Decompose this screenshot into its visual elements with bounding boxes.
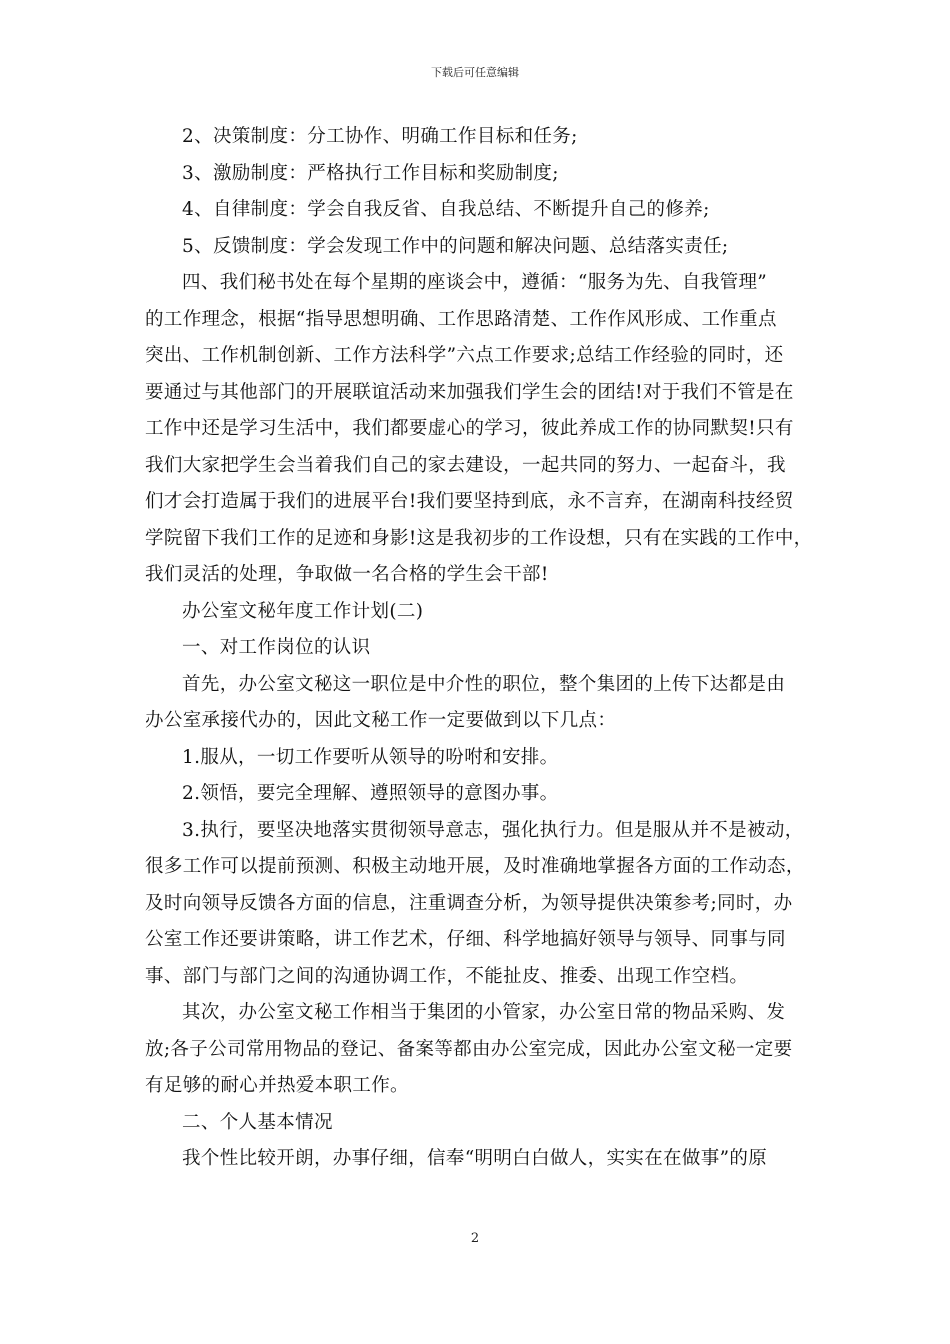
- text-line: 1.服从，一切工作要听从领导的吩咐和安排。: [182, 746, 559, 768]
- text-line: 有足够的耐心并热爱本职工作。: [145, 1075, 409, 1096]
- text-line: 四、我们秘书处在每个星期的座谈会中，遵循：“服务为先、自我管理”: [182, 272, 768, 293]
- text-line: 学院留下我们工作的足迹和身影!这是我初步的工作设想，只有在实践的工作中，: [145, 527, 813, 549]
- text-line: 我们灵活的处理，争取做一名合格的学生会干部!: [145, 564, 549, 585]
- text-line: 我个性比较开朗，办事仔细，信奉“明明白白做人，实实在在做事”的原: [182, 1148, 768, 1169]
- text-line: 5、反馈制度：学会发现工作中的问题和解决问题、总结落实责任;: [182, 235, 729, 257]
- text-line: 的工作理念，根据“指导思想明确、工作思路清楚、工作作风形成、工作重点: [145, 308, 777, 330]
- text-line: 办公室文秘年度工作计划(二): [182, 600, 424, 622]
- text-line: 公室工作还要讲策略，讲工作艺术，仔细、科学地搞好领导与领导、同事与同: [145, 929, 786, 950]
- text-line: 要通过与其他部门的开展联谊活动来加强我们学生会的团结!对于我们不管是在: [145, 381, 794, 403]
- text-line: 3.执行，要坚决地落实贯彻领导意志，强化执行力。但是服从并不是被动，: [182, 819, 804, 841]
- text-line: 2.领悟，要完全理解、遵照领导的意图办事。: [182, 783, 559, 804]
- text-line: 很多工作可以提前预测、积极主动地开展，及时准确地掌握各方面的工作动态，: [145, 856, 805, 877]
- text-line: 4、自律制度：学会自我反省、自我总结、不断提升自己的修养;: [182, 199, 710, 220]
- text-line: 3、激励制度：严格执行工作目标和奖励制度;: [182, 162, 559, 184]
- text-line: 工作中还是学习生活中，我们都要虚心的学习，彼此养成工作的协同默契!只有: [145, 418, 794, 439]
- page-number: 2: [470, 1231, 480, 1246]
- text-line: 其次，办公室文秘工作相当于集团的小管家，办公室日常的物品采购、发: [182, 1002, 786, 1023]
- text-line: 突出、工作机制创新、工作方法科学”六点工作要求;总结工作经验的同时，还: [145, 345, 784, 366]
- page-header: 下载后可任意编辑: [431, 66, 519, 79]
- text-line: 一、对工作岗位的认识: [182, 637, 371, 658]
- document-body: [145, 119, 813, 1178]
- text-line: 放;各子公司常用物品的登记、备案等都由办公室完成，因此办公室文秘一定要: [145, 1038, 793, 1060]
- text-line: 及时向领导反馈各方面的信息，注重调查分析，为领导提供决策参考;同时，办: [145, 892, 793, 914]
- text-line: 首先，办公室文秘这一职位是中介性的职位，整个集团的上传下达都是由: [182, 673, 786, 695]
- text-line: 我们大家把学生会当着我们自己的家去建设，一起共同的努力、一起奋斗，我: [145, 454, 786, 476]
- text-line: 办公室承接代办的，因此文秘工作一定要做到以下几点：: [145, 710, 617, 731]
- text-line: 们才会打造属于我们的进展平台!我们要坚持到底，永不言弃，在湖南科技经贸: [145, 491, 794, 512]
- text-line: 2、决策制度：分工协作、明确工作目标和任务;: [182, 126, 578, 147]
- text-line: 二、个人基本情况: [182, 1111, 333, 1133]
- text-line: 事、部门与部门之间的沟通协调工作，不能扯皮、推委、出现工作空档。: [145, 965, 749, 987]
